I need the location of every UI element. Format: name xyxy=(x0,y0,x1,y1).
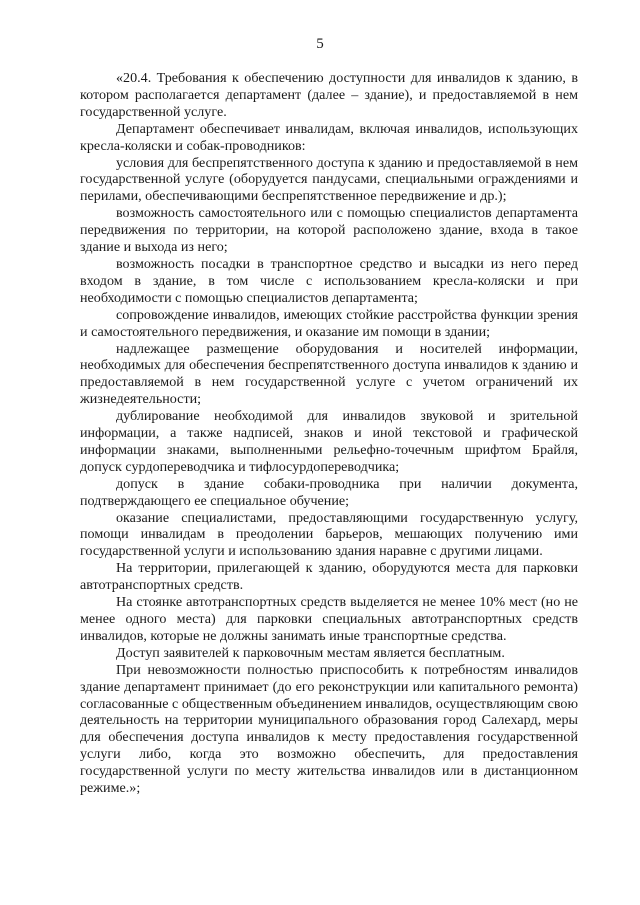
paragraph-intro: Департамент обеспечивает инвалидам, включая инвалидов, использующих кресла-коляски и собак-проводников: xyxy=(80,120,578,154)
paragraph-parking-free: Доступ заявителей к парковочным местам является бесплатным. xyxy=(116,644,505,661)
document-body xyxy=(80,70,578,797)
paragraph-access-conditions: условия для беспрепятственного доступа к зданию и предоставляемой в нем государственной услуге (оборудуется пандусами, специальными ограждениями и перилами, обеспечивающими беспрепятственное передвижение и др.); xyxy=(80,154,578,205)
paragraph-section-heading: «20.4. Требования к обеспечению доступности для инвалидов к зданию, в котором располагается департамент (далее – здание), и предоставляемой в нем государственной услуге. xyxy=(80,70,578,120)
paragraph-parking-quota: На стоянке автотранспортных средств выделяется не менее 10% мест (но не менее одного места) для парковки специальных автотранспортных средств инвалидов, которые не должны занимать иные транспортные средства. xyxy=(80,594,578,644)
paragraph-guide-dog: допуск в здание собаки-проводника при наличии документа, подтверждающего ее специальное обучение; xyxy=(80,475,578,509)
paragraph-duplication: дублирование необходимой для инвалидов звуковой и зрительной информации, а также надписей, знаков и иной текстовой и графической информации знаками, выполненными рельефно-точечным шрифтом Брайля, допуск сурдопереводчика и тифлосурдопереводчика; xyxy=(80,408,578,475)
paragraph-escort: сопровождение инвалидов, имеющих стойкие расстройства функции зрения и самостоятельного передвижения, и оказание им помощи в здании; xyxy=(80,306,578,340)
paragraph-equipment-placement: надлежащее размещение оборудования и носителей информации, необходимых для обеспечения беспрепятственного доступа инвалидов к зданию и предоставляемой в нем государственной услуге с учетом ограничений их жизнедеятельности; xyxy=(80,340,578,408)
page-number: 5 xyxy=(316,36,324,52)
paragraph-alternative-measures: При невозможности полностью приспособить к потребностям инвалидов здание департамент принимает (до его реконструкции или капитального ремонта) согласованные с общественным объединением инвалидов, осуществляющим свою деятельность на территории муниципального образования город Салехард, меры для обеспечения доступа инвалидов к месту предоставления государственной услуги либо, когда это возможно обеспечить, для предоставления государственной услуги по месту жительства инвалидов или в дистанционном режиме.»; xyxy=(80,661,578,797)
paragraph-movement: возможность самостоятельного или с помощью специалистов департамента передвижения по территории, на которой расположено здание, входа в такое здание и выхода из него; xyxy=(80,205,578,256)
paragraph-vehicle-boarding: возможность посадки в транспортное средство и высадки из него перед входом в здание, в том числе с использованием кресла-коляски и при необходимости с помощью специалистов департамента; xyxy=(80,255,578,306)
paragraph-assistance: оказание специалистами, предоставляющими государственную услугу, помощи инвалидам в преодолении барьеров, мешающих получению ими государственной услуги и использованию здания наравне с другими лицами. xyxy=(80,509,578,560)
paragraph-parking-area: На территории, прилегающей к зданию, оборудуются места для парковки автотранспортных средств. xyxy=(80,560,578,594)
